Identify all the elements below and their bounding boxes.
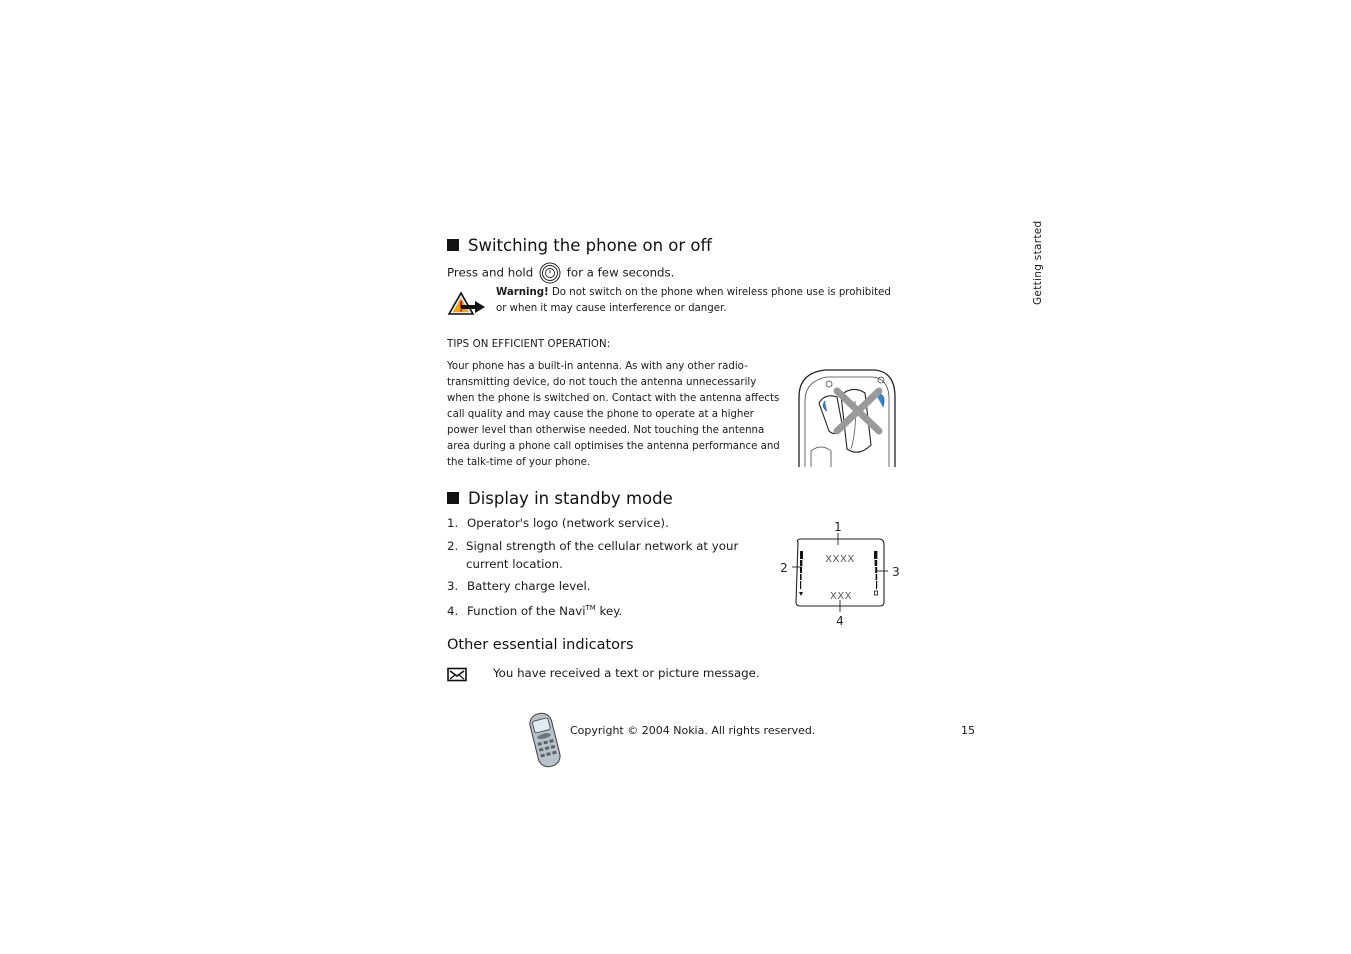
message-indicator-text: You have received a text or picture message. <box>493 666 760 680</box>
press-hold-after: for a few seconds. <box>566 265 675 280</box>
section-title-power <box>447 236 712 255</box>
section-title-standby-text: Display in standby mode <box>468 489 673 508</box>
list-item: 4. Function of the Navi™ key. <box>447 603 623 618</box>
warning-text <box>496 285 896 317</box>
list-item: 3. Battery charge level. <box>447 579 591 593</box>
callout-3: 3 <box>892 565 900 579</box>
tips-paragraph: Your phone has a built-in antenna. As with any other radio-transmitting device, do not touch the antenna unnecessarily when the phone is switched on. Contact with the antenna affects call quality and may cause the phone to operate at a higher power level than otherwise needed. Not touching the antenna area during a phone call optimises the antenna performance and the talk-time of your phone. <box>447 361 780 468</box>
section-title-power-text: Switching the phone on or off <box>468 236 712 255</box>
footer-copyright: Copyright © 2004 Nokia. All rights reserved. <box>570 724 816 737</box>
power-key-icon <box>539 262 561 284</box>
side-tab <box>1032 221 1044 306</box>
logo-placeholder: XXXX <box>825 554 855 565</box>
trademark-sup: TM <box>585 604 596 612</box>
press-hold-before: Press and hold <box>447 265 534 280</box>
warning-label: Warning! <box>496 287 549 298</box>
callout-1: 1 <box>834 520 842 534</box>
antenna-illustration <box>795 367 899 471</box>
warning-icon <box>447 290 487 316</box>
section-bullet <box>447 492 459 504</box>
list-item: 1. Operator's logo (network service). <box>447 516 669 530</box>
section-bullet <box>447 239 459 251</box>
tips-heading: TIPS ON EFFICIENT OPERATION: <box>447 339 611 350</box>
side-tab-label: Getting started <box>1032 220 1044 305</box>
envelope-icon <box>447 667 467 682</box>
list-item: 2. Signal strength of the cellular network at your current location. <box>447 539 739 571</box>
phone-thumbnail <box>525 711 565 769</box>
callout-2: 2 <box>780 561 788 575</box>
warning-body: Do not switch on the phone when wireless phone use is prohibited or when it may cause interference or danger. <box>496 287 891 314</box>
subsection-title-indicators: Other essential indicators <box>447 637 634 653</box>
section-title-standby <box>447 489 673 508</box>
page-number: 15 <box>961 724 975 737</box>
press-hold-line <box>447 262 674 284</box>
navi-placeholder: XXX <box>829 591 853 602</box>
callout-4: 4 <box>836 614 844 628</box>
standby-display-diagram <box>776 520 902 628</box>
